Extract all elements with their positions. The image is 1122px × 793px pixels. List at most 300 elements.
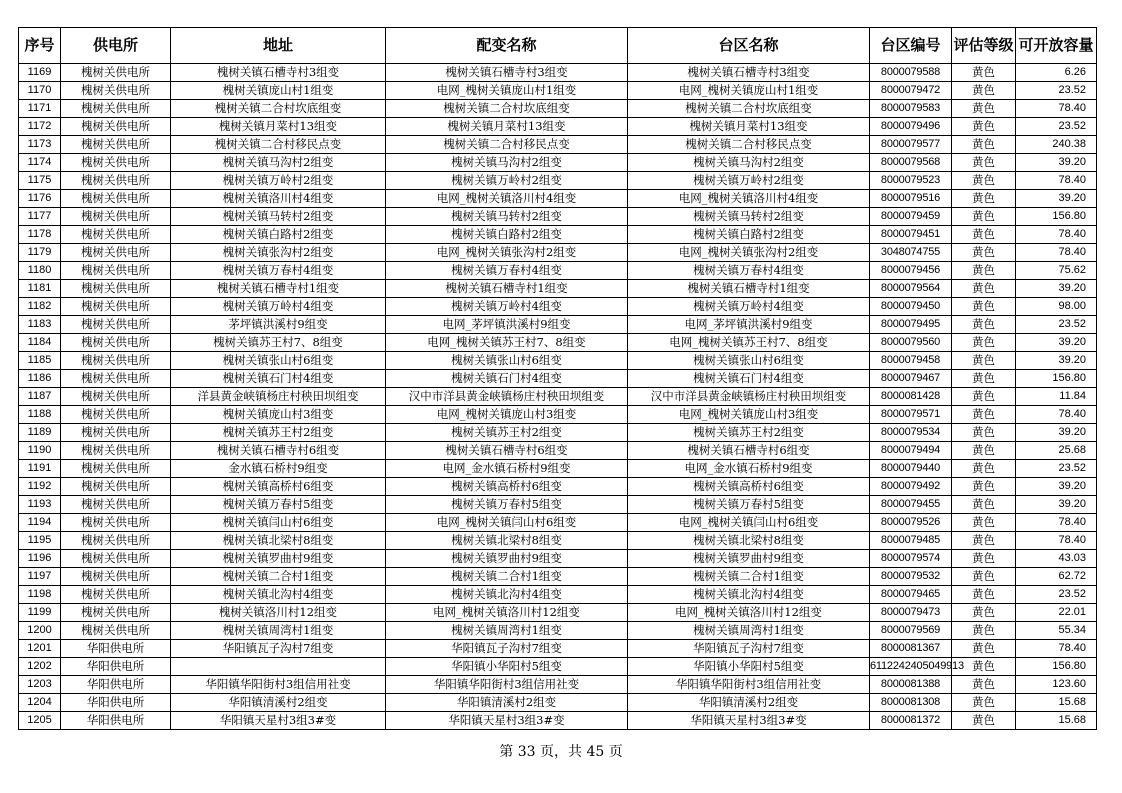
cell-area-code: 8000079588 [870,64,952,82]
header-address: 地址 [171,28,386,64]
cell-address: 华阳镇清溪村2组变 [171,694,386,712]
cell-station: 槐树关供电所 [61,352,171,370]
cell-grade: 黄色 [952,622,1016,640]
cell-station: 华阳供电所 [61,658,171,676]
cell-grade: 黄色 [952,406,1016,424]
cell-grade: 黄色 [952,370,1016,388]
cell-address: 槐树关镇洛川村12组变 [171,604,386,622]
cell-area-name: 电网_槐树关镇庞山村3组变 [628,406,870,424]
cell-grade: 黄色 [952,478,1016,496]
cell-area-name: 槐树关镇二合村坎底组变 [628,100,870,118]
table-row [19,658,1097,676]
cell-address: 槐树关镇二合村坎底组变 [171,100,386,118]
cell-station: 槐树关供电所 [61,370,171,388]
cell-area-code: 8000079571 [870,406,952,424]
table-row [19,514,1097,532]
cell-index: 1178 [19,226,61,244]
cell-area-code: 6112242405049913 [870,658,952,676]
cell-area-code: 8000079467 [870,370,952,388]
cell-address: 槐树关镇马转村2组变 [171,208,386,226]
cell-index: 1204 [19,694,61,712]
cell-area-name: 槐树关镇马沟村2组变 [628,154,870,172]
cell-area-name: 电网_槐树关镇苏王村7、8组变 [628,334,870,352]
cell-capacity: 23.52 [1016,118,1097,136]
table-row [19,478,1097,496]
cell-area-name: 槐树关镇北梁村8组变 [628,532,870,550]
table-row [19,640,1097,658]
cell-area-code: 8000079492 [870,478,952,496]
cell-capacity: 15.68 [1016,712,1097,730]
cell-transformer-name: 电网_槐树关镇洛川村4组变 [386,190,628,208]
cell-area-code: 8000079534 [870,424,952,442]
cell-index: 1170 [19,82,61,100]
cell-index: 1174 [19,154,61,172]
cell-station: 槐树关供电所 [61,118,171,136]
cell-index: 1181 [19,280,61,298]
cell-capacity: 75.62 [1016,262,1097,280]
cell-area-name: 槐树关镇二合村1组变 [628,568,870,586]
cell-index: 1187 [19,388,61,406]
cell-area-code: 8000081308 [870,694,952,712]
cell-area-code: 8000079465 [870,586,952,604]
cell-area-name: 电网_槐树关镇洛川村12组变 [628,604,870,622]
cell-index: 1184 [19,334,61,352]
cell-address: 槐树关镇二合村1组变 [171,568,386,586]
cell-transformer-name: 华阳镇瓦子沟村7组变 [386,640,628,658]
table-row [19,226,1097,244]
cell-area-name: 电网_金水镇石桥村9组变 [628,460,870,478]
cell-area-code: 8000079523 [870,172,952,190]
cell-area-name: 汉中市洋县黄金峡镇杨庄村秧田坝组变 [628,388,870,406]
cell-area-name: 槐树关镇周湾村1组变 [628,622,870,640]
cell-area-name: 槐树关镇马转村2组变 [628,208,870,226]
cell-area-name: 槐树关镇万岭村2组变 [628,172,870,190]
cell-transformer-name: 槐树关镇二合村1组变 [386,568,628,586]
cell-transformer-name: 槐树关镇张山村6组变 [386,352,628,370]
cell-station: 槐树关供电所 [61,460,171,478]
cell-address: 槐树关镇张沟村2组变 [171,244,386,262]
cell-transformer-name: 华阳镇小华阳村5组变 [386,658,628,676]
cell-capacity: 15.68 [1016,694,1097,712]
cell-grade: 黄色 [952,208,1016,226]
cell-area-code: 8000079458 [870,352,952,370]
cell-grade: 黄色 [952,586,1016,604]
cell-transformer-name: 电网_茅坪镇洪溪村9组变 [386,316,628,334]
cell-address: 槐树关镇周湾村1组变 [171,622,386,640]
cell-grade: 黄色 [952,64,1016,82]
cell-grade: 黄色 [952,316,1016,334]
cell-station: 槐树关供电所 [61,208,171,226]
cell-address: 槐树关镇苏王村2组变 [171,424,386,442]
table-row [19,154,1097,172]
cell-area-name: 电网_槐树关镇张沟村2组变 [628,244,870,262]
cell-station: 槐树关供电所 [61,424,171,442]
cell-capacity: 23.52 [1016,586,1097,604]
cell-index: 1203 [19,676,61,694]
cell-grade: 黄色 [952,82,1016,100]
cell-grade: 黄色 [952,298,1016,316]
cell-address: 槐树关镇石槽寺村1组变 [171,280,386,298]
header-grade: 评估等级 [952,28,1016,64]
cell-station: 槐树关供电所 [61,280,171,298]
table-row [19,622,1097,640]
cell-station: 华阳供电所 [61,640,171,658]
cell-grade: 黄色 [952,712,1016,730]
cell-transformer-name: 槐树关镇万岭村2组变 [386,172,628,190]
cell-grade: 黄色 [952,604,1016,622]
cell-area-name: 华阳镇天星村3组3#变 [628,712,870,730]
cell-station: 槐树关供电所 [61,604,171,622]
cell-area-name: 槐树关镇高桥村6组变 [628,478,870,496]
cell-grade: 黄色 [952,352,1016,370]
cell-index: 1186 [19,370,61,388]
cell-capacity: 39.20 [1016,190,1097,208]
table-row [19,442,1097,460]
cell-area-name: 槐树关镇石槽寺村3组变 [628,64,870,82]
cell-transformer-name: 华阳镇天星村3组3#变 [386,712,628,730]
cell-station: 槐树关供电所 [61,190,171,208]
cell-area-code: 8000079485 [870,532,952,550]
cell-transformer-name: 电网_槐树关镇苏王村7、8组变 [386,334,628,352]
cell-capacity: 98.00 [1016,298,1097,316]
cell-capacity: 22.01 [1016,604,1097,622]
cell-index: 1185 [19,352,61,370]
table-row [19,586,1097,604]
cell-transformer-name: 汉中市洋县黄金峡镇杨庄村秧田坝组变 [386,388,628,406]
cell-station: 槐树关供电所 [61,82,171,100]
cell-station: 槐树关供电所 [61,496,171,514]
cell-grade: 黄色 [952,388,1016,406]
cell-grade: 黄色 [952,262,1016,280]
table-row [19,532,1097,550]
cell-address: 槐树关镇白路村2组变 [171,226,386,244]
cell-address: 槐树关镇万岭村2组变 [171,172,386,190]
table-row [19,352,1097,370]
cell-address: 槐树关镇高桥村6组变 [171,478,386,496]
cell-capacity: 39.20 [1016,280,1097,298]
table-row [19,424,1097,442]
table-row [19,190,1097,208]
cell-area-name: 槐树关镇月菜村13组变 [628,118,870,136]
cell-index: 1196 [19,550,61,568]
cell-index: 1172 [19,118,61,136]
cell-grade: 黄色 [952,676,1016,694]
cell-area-code: 8000081372 [870,712,952,730]
cell-index: 1199 [19,604,61,622]
cell-area-code: 8000079450 [870,298,952,316]
cell-address: 华阳镇瓦子沟村7组变 [171,640,386,658]
cell-station: 槐树关供电所 [61,478,171,496]
cell-station: 槐树关供电所 [61,64,171,82]
cell-grade: 黄色 [952,514,1016,532]
cell-index: 1191 [19,460,61,478]
cell-capacity: 78.40 [1016,226,1097,244]
cell-area-code: 8000079560 [870,334,952,352]
table-row [19,136,1097,154]
cell-area-code: 8000079568 [870,154,952,172]
cell-transformer-name: 电网_槐树关镇庞山村3组变 [386,406,628,424]
cell-index: 1183 [19,316,61,334]
cell-address: 槐树关镇北沟村4组变 [171,586,386,604]
cell-transformer-name: 槐树关镇万春村4组变 [386,262,628,280]
table-row [19,568,1097,586]
cell-grade: 黄色 [952,154,1016,172]
cell-capacity: 23.52 [1016,460,1097,478]
table-row [19,676,1097,694]
cell-area-name: 槐树关镇石槽寺村6组变 [628,442,870,460]
table-row [19,118,1097,136]
header-capacity: 可开放容量 [1016,28,1097,64]
cell-index: 1198 [19,586,61,604]
cell-address: 华阳镇天星村3组3#变 [171,712,386,730]
cell-transformer-name: 槐树关镇二合村移民点变 [386,136,628,154]
cell-grade: 黄色 [952,190,1016,208]
cell-capacity: 39.20 [1016,496,1097,514]
cell-area-code: 8000079456 [870,262,952,280]
cell-address: 洋县黄金峡镇杨庄村秧田坝组变 [171,388,386,406]
table-row [19,604,1097,622]
cell-station: 槐树关供电所 [61,406,171,424]
cell-transformer-name: 槐树关镇二合村坎底组变 [386,100,628,118]
cell-area-code: 8000079472 [870,82,952,100]
cell-grade: 黄色 [952,280,1016,298]
cell-address [171,658,386,676]
table-row [19,208,1097,226]
table-row [19,82,1097,100]
cell-grade: 黄色 [952,136,1016,154]
table-row [19,280,1097,298]
header-row [19,28,1097,64]
cell-area-name: 电网_槐树关镇闫山村6组变 [628,514,870,532]
cell-address: 槐树关镇石槽寺村6组变 [171,442,386,460]
cell-capacity: 62.72 [1016,568,1097,586]
cell-transformer-name: 槐树关镇万春村5组变 [386,496,628,514]
table-row [19,694,1097,712]
cell-station: 华阳供电所 [61,712,171,730]
cell-index: 1190 [19,442,61,460]
table-row [19,370,1097,388]
cell-area-name: 槐树关镇万春村5组变 [628,496,870,514]
cell-transformer-name: 电网_槐树关镇闫山村6组变 [386,514,628,532]
cell-index: 1202 [19,658,61,676]
table-row [19,100,1097,118]
cell-area-code: 8000079496 [870,118,952,136]
cell-transformer-name: 电网_槐树关镇洛川村12组变 [386,604,628,622]
cell-area-code: 8000079577 [870,136,952,154]
cell-address: 槐树关镇石槽寺村3组变 [171,64,386,82]
cell-index: 1176 [19,190,61,208]
cell-index: 1192 [19,478,61,496]
cell-address: 槐树关镇闫山村6组变 [171,514,386,532]
cell-area-code: 8000081367 [870,640,952,658]
cell-address: 槐树关镇马沟村2组变 [171,154,386,172]
cell-address: 槐树关镇张山村6组变 [171,352,386,370]
cell-transformer-name: 槐树关镇苏王村2组变 [386,424,628,442]
cell-area-name: 槐树关镇苏王村2组变 [628,424,870,442]
cell-index: 1175 [19,172,61,190]
cell-index: 1189 [19,424,61,442]
cell-transformer-name: 槐树关镇万岭村4组变 [386,298,628,316]
table-row [19,244,1097,262]
cell-station: 华阳供电所 [61,676,171,694]
cell-address: 槐树关镇庞山村3组变 [171,406,386,424]
capacity-table [18,27,1097,730]
table-row [19,298,1097,316]
cell-area-code: 8000079473 [870,604,952,622]
cell-capacity: 123.60 [1016,676,1097,694]
header-area-name: 台区名称 [628,28,870,64]
table-row [19,550,1097,568]
cell-address: 槐树关镇苏王村7、8组变 [171,334,386,352]
cell-capacity: 39.20 [1016,334,1097,352]
cell-area-code: 8000079574 [870,550,952,568]
cell-grade: 黄色 [952,442,1016,460]
cell-capacity: 78.40 [1016,406,1097,424]
cell-area-code: 8000079516 [870,190,952,208]
cell-address: 槐树关镇月菜村13组变 [171,118,386,136]
cell-area-name: 华阳镇小华阳村5组变 [628,658,870,676]
cell-index: 1180 [19,262,61,280]
cell-transformer-name: 槐树关镇月菜村13组变 [386,118,628,136]
cell-capacity: 39.20 [1016,352,1097,370]
table-row [19,712,1097,730]
cell-capacity: 23.52 [1016,316,1097,334]
cell-capacity: 23.52 [1016,82,1097,100]
cell-area-code: 8000081388 [870,676,952,694]
cell-area-name: 槐树关镇万春村4组变 [628,262,870,280]
cell-grade: 黄色 [952,658,1016,676]
table-row [19,262,1097,280]
cell-transformer-name: 槐树关镇马沟村2组变 [386,154,628,172]
cell-station: 槐树关供电所 [61,298,171,316]
table-row [19,64,1097,82]
cell-index: 1201 [19,640,61,658]
cell-capacity: 78.40 [1016,100,1097,118]
cell-grade: 黄色 [952,172,1016,190]
table-body [19,64,1097,730]
cell-transformer-name: 华阳镇华阳街村3组信用社变 [386,676,628,694]
cell-transformer-name: 槐树关镇石门村4组变 [386,370,628,388]
cell-station: 槐树关供电所 [61,226,171,244]
cell-capacity: 25.68 [1016,442,1097,460]
table-row [19,172,1097,190]
cell-station: 槐树关供电所 [61,532,171,550]
cell-grade: 黄色 [952,334,1016,352]
cell-grade: 黄色 [952,532,1016,550]
cell-area-name: 槐树关镇石门村4组变 [628,370,870,388]
cell-area-code: 8000079495 [870,316,952,334]
cell-area-name: 华阳镇清溪村2组变 [628,694,870,712]
cell-capacity: 78.40 [1016,244,1097,262]
cell-grade: 黄色 [952,640,1016,658]
cell-address: 槐树关镇罗曲村9组变 [171,550,386,568]
cell-area-code: 8000079532 [870,568,952,586]
cell-area-name: 华阳镇华阳街村3组信用社变 [628,676,870,694]
cell-station: 槐树关供电所 [61,172,171,190]
cell-address: 槐树关镇石门村4组变 [171,370,386,388]
cell-index: 1205 [19,712,61,730]
cell-area-code: 8000079459 [870,208,952,226]
cell-transformer-name: 槐树关镇北沟村4组变 [386,586,628,604]
cell-capacity: 11.84 [1016,388,1097,406]
cell-area-name: 槐树关镇北沟村4组变 [628,586,870,604]
cell-capacity: 78.40 [1016,172,1097,190]
table-row [19,334,1097,352]
cell-index: 1179 [19,244,61,262]
cell-area-name: 华阳镇瓦子沟村7组变 [628,640,870,658]
cell-address: 槐树关镇万岭村4组变 [171,298,386,316]
cell-index: 1194 [19,514,61,532]
cell-capacity: 78.40 [1016,532,1097,550]
cell-area-name: 槐树关镇二合村移民点变 [628,136,870,154]
cell-transformer-name: 槐树关镇石槽寺村1组变 [386,280,628,298]
cell-area-code: 8000081428 [870,388,952,406]
cell-grade: 黄色 [952,226,1016,244]
cell-area-name: 槐树关镇白路村2组变 [628,226,870,244]
cell-grade: 黄色 [952,460,1016,478]
cell-address: 槐树关镇北梁村8组变 [171,532,386,550]
cell-station: 槐树关供电所 [61,568,171,586]
cell-index: 1182 [19,298,61,316]
cell-capacity: 240.38 [1016,136,1097,154]
cell-transformer-name: 电网_槐树关镇庞山村1组变 [386,82,628,100]
cell-index: 1177 [19,208,61,226]
cell-index: 1195 [19,532,61,550]
cell-address: 槐树关镇万春村5组变 [171,496,386,514]
cell-area-code: 8000079440 [870,460,952,478]
cell-grade: 黄色 [952,568,1016,586]
cell-capacity: 78.40 [1016,640,1097,658]
table-row [19,388,1097,406]
cell-station: 华阳供电所 [61,694,171,712]
table-row [19,460,1097,478]
cell-transformer-name: 槐树关镇北梁村8组变 [386,532,628,550]
cell-area-name: 电网_槐树关镇庞山村1组变 [628,82,870,100]
table-row [19,406,1097,424]
cell-index: 1200 [19,622,61,640]
cell-transformer-name: 槐树关镇石槽寺村6组变 [386,442,628,460]
header-transformer-name: 配变名称 [386,28,628,64]
cell-capacity: 156.80 [1016,208,1097,226]
cell-index: 1188 [19,406,61,424]
cell-station: 槐树关供电所 [61,334,171,352]
cell-grade: 黄色 [952,694,1016,712]
data-sheet [18,27,1096,730]
cell-area-name: 槐树关镇万岭村4组变 [628,298,870,316]
cell-station: 槐树关供电所 [61,316,171,334]
cell-grade: 黄色 [952,424,1016,442]
cell-station: 槐树关供电所 [61,100,171,118]
cell-area-code: 8000079494 [870,442,952,460]
cell-area-code: 8000079451 [870,226,952,244]
cell-grade: 黄色 [952,550,1016,568]
cell-transformer-name: 电网_金水镇石桥村9组变 [386,460,628,478]
header-index: 序号 [19,28,61,64]
cell-index: 1169 [19,64,61,82]
cell-transformer-name: 槐树关镇白路村2组变 [386,226,628,244]
cell-transformer-name: 槐树关镇周湾村1组变 [386,622,628,640]
cell-capacity: 43.03 [1016,550,1097,568]
cell-address: 金水镇石桥村9组变 [171,460,386,478]
cell-address: 华阳镇华阳街村3组信用社变 [171,676,386,694]
cell-capacity: 6.26 [1016,64,1097,82]
cell-station: 槐树关供电所 [61,388,171,406]
cell-transformer-name: 槐树关镇高桥村6组变 [386,478,628,496]
cell-station: 槐树关供电所 [61,514,171,532]
cell-capacity: 156.80 [1016,370,1097,388]
cell-grade: 黄色 [952,496,1016,514]
cell-capacity: 156.80 [1016,658,1097,676]
